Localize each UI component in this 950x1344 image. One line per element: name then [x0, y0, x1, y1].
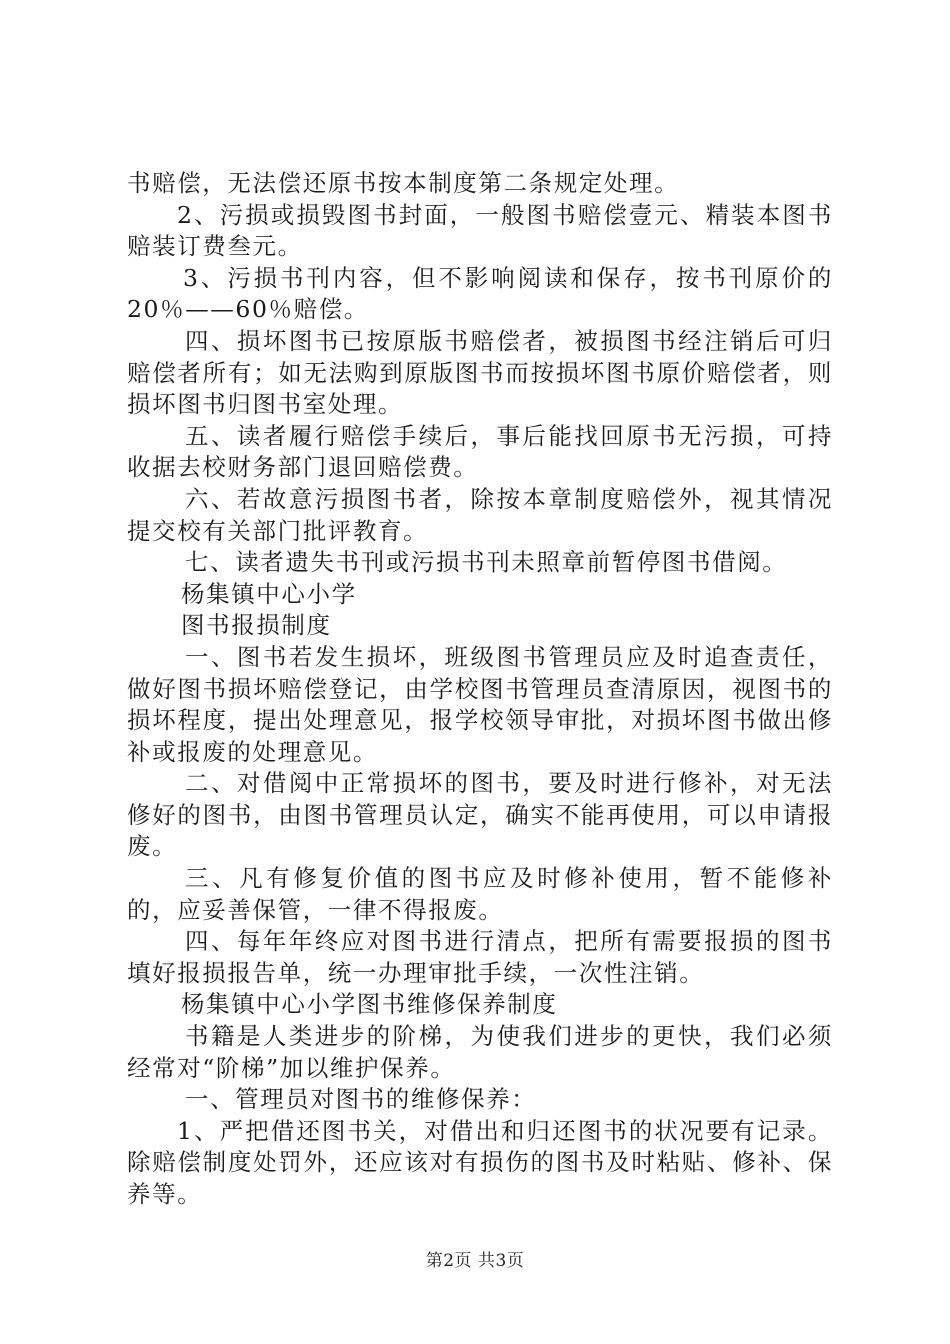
section-title-maintenance: 杨集镇中心小学图书维修保养制度	[181, 990, 558, 1019]
paragraph-maintenance-item-1: 1、严把借还图书关，对借出和归还图书的状况要有记录。除赔偿制度处罚外，还应该对有损伤的图书及时粘贴、修补、保养等。	[127, 1116, 833, 1208]
school-name: 杨集镇中心小学	[181, 579, 357, 608]
page-footer: 第2页 共3页	[425, 1251, 525, 1271]
paragraph-continuation: 书赔偿，无法偿还原书按本制度第二条规定处理。	[127, 169, 680, 197]
paragraph-section-5: 五、读者履行赔偿手续后，事后能找回原书无污损，可持收据去校财务部门退回赔偿费。	[127, 421, 833, 482]
paragraph-report-3: 三、凡有修复价值的图书应及时修补使用，暂不能修补的，应妥善保管，一律不得报废。	[127, 864, 833, 924]
paragraph-report-1: 一、图书若发生损坏，班级图书管理员应及时追查责任，做好图书损坏赔偿登记，由学校图书管理员查清原因，视图书的损坏程度，提出处理意见，报学校领导审批，对损坏图书做出修补或报废的处理意见。	[127, 642, 833, 766]
paragraph-section-4: 四、损坏图书已按原版书赔偿者，被损图书经注销后可归赔偿者所有；如无法购到原版图书而按损坏图书原价赔偿者，则损坏图书归图书室处理。	[127, 326, 833, 419]
paragraph-report-4: 四、每年年终应对图书进行清点，把所有需要报损的图书填好报损报告单，统一办理审批手续，一次性注销。	[127, 927, 833, 987]
paragraph-item-3: 3、污损书刊内容，但不影响阅读和保存，按书刊原价的20％——60％赔偿。	[127, 263, 833, 324]
section-title-report-damage: 图书报损制度	[181, 611, 332, 640]
paragraph-section-6: 六、若故意污损图书者，除按本章制度赔偿外，视其情况提交校有关部门批评教育。	[127, 484, 833, 545]
paragraph-maintenance-1: 一、管理员对图书的维修保养：	[185, 1085, 537, 1114]
paragraph-report-2: 二、对借阅中正常损坏的图书，要及时进行修补，对无法修好的图书，由图书管理员认定，确实不能再使用，可以申请报废。	[127, 769, 833, 861]
paragraph-maintenance-intro: 书籍是人类进步的阶梯，为使我们进步的更快，我们必须经常对“阶梯”加以维护保养。	[127, 1022, 833, 1082]
document-body	[127, 168, 833, 1211]
paragraph-section-7: 七、读者遗失书刊或污损书刊未照章前暂停图书借阅。	[185, 548, 788, 577]
paragraph-item-2: 2、污损或损毁图书封面，一般图书赔偿壹元、精装本图书赔装订费叁元。	[127, 200, 833, 261]
